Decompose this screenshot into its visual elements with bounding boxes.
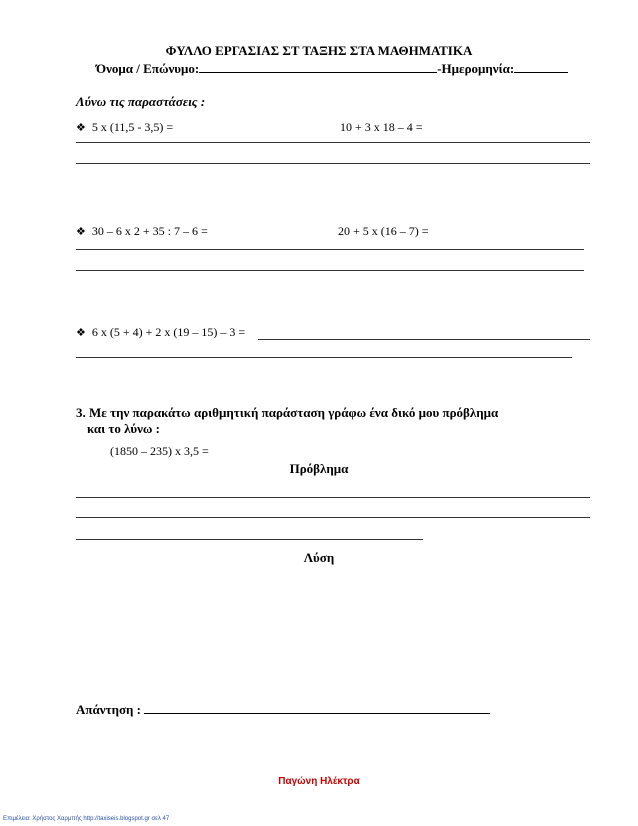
name-blank xyxy=(199,62,437,73)
exercise-1-left-text: 5 x (11,5 - 3,5) = xyxy=(91,120,174,134)
name-label: Όνομα / Επώνυμο: xyxy=(96,61,200,76)
author-name: Παγώνη Ηλέκτρα xyxy=(278,776,360,787)
answer-rule xyxy=(258,339,590,340)
answer-rule xyxy=(76,249,584,250)
answer-rule xyxy=(76,357,572,358)
worksheet-title: ΦΥΛΛΟ ΕΡΓΑΣΙΑΣ ΣΤ ΤΑΞΗΣ ΣΤΑ ΜΑΘΗΜΑΤΙΚΑ xyxy=(165,43,473,58)
problem-heading: 3. Με την παρακάτω αριθμητική παράσταση γράφω ένα δικό μου πρόβλημα xyxy=(76,405,499,420)
solution-label: Λύση xyxy=(303,550,335,565)
answer-label: Απάντηση : xyxy=(76,702,141,717)
exercise-2-left xyxy=(76,224,208,239)
diamond-bullet-icon: ❖ xyxy=(76,226,86,238)
date-label: -Ημερομηνία: xyxy=(437,61,515,76)
problem-label: Πρόβλημα xyxy=(289,461,349,476)
footer-credit: Επιμέλεια: Χρήστος Χαρμπής http://taxiseis.blogspot.gr σελ 47 xyxy=(3,816,170,822)
date-blank xyxy=(514,62,568,73)
given-expression: (1850 – 235) x 3,5 = xyxy=(110,444,209,458)
name-date-line xyxy=(96,61,568,77)
answer-rule xyxy=(76,497,590,498)
exercise-3-text: 6 x (5 + 4) + 2 x (19 – 15) – 3 = xyxy=(91,325,246,339)
answer-rule xyxy=(76,142,590,143)
exercise-2-right: 20 + 5 x (16 – 7) = xyxy=(338,224,429,238)
answer-rule xyxy=(76,163,590,164)
answer-blank xyxy=(144,703,490,714)
diamond-bullet-icon: ❖ xyxy=(76,327,86,339)
exercise-2-left-text: 30 – 6 x 2 + 35 : 7 – 6 = xyxy=(91,224,208,238)
problem-heading-line2: και το λύνω : xyxy=(87,421,160,436)
instruction: Λύνω τις παραστάσεις : xyxy=(76,94,206,109)
answer-rule xyxy=(76,517,590,518)
answer-rule xyxy=(76,539,423,540)
answer-line xyxy=(76,702,490,718)
exercise-1-right: 10 + 3 x 18 – 4 = xyxy=(340,120,423,134)
exercise-1-left xyxy=(76,120,173,135)
diamond-bullet-icon: ❖ xyxy=(76,122,86,134)
answer-rule xyxy=(76,270,584,271)
exercise-3 xyxy=(76,325,245,340)
